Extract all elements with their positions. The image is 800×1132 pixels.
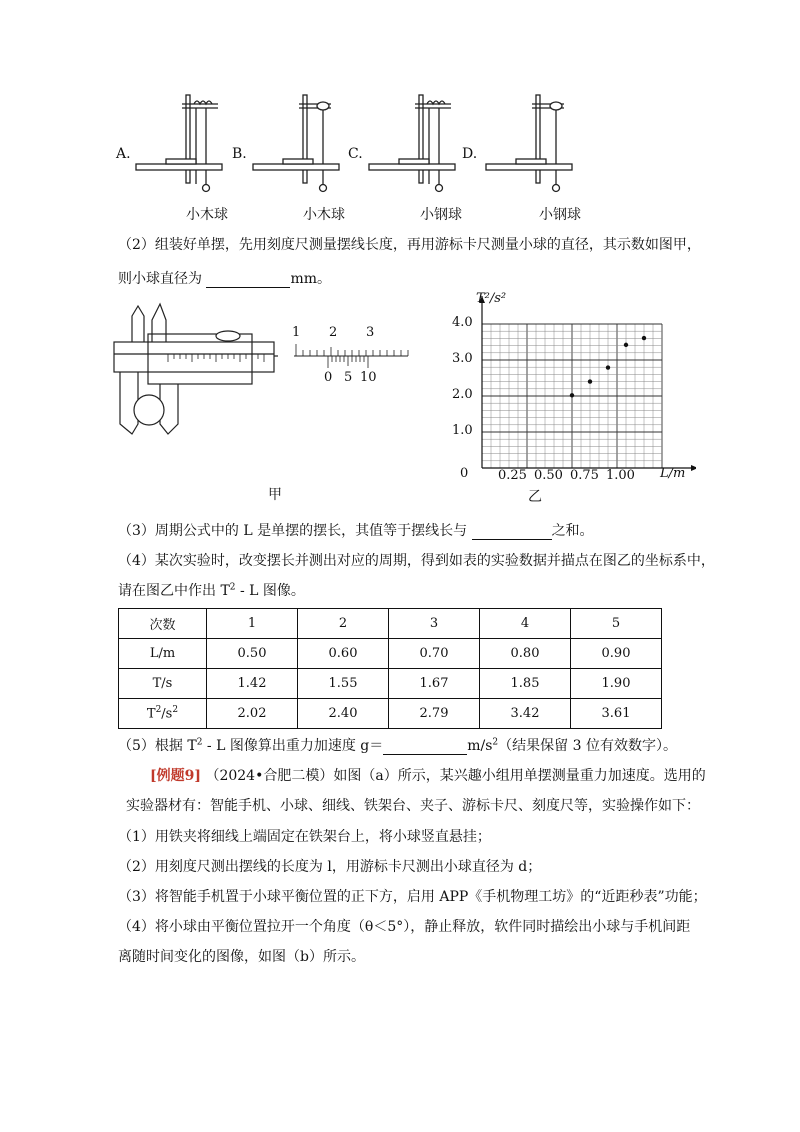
row-label: L/m [119,639,207,669]
option-c-ball: 小钢球 [420,207,462,223]
q2-line2 [118,268,331,288]
graph-ylabel: T²/s² [476,291,507,306]
example-tag: [例题9] [150,768,201,784]
data-point [606,365,610,369]
y-tick-2: 2.0 [452,387,473,402]
option-d-ball: 小钢球 [539,207,581,223]
row-label-t: T [146,706,156,722]
table-cell: 0.80 [480,639,571,669]
table-cell: 0.50 [207,639,298,669]
x-tick-050: 0.50 [534,468,563,483]
q5-sup1: 2 [196,737,203,748]
row-label: T/s [119,669,207,699]
example-step2: （2）用刻度尺测出摆线的长度为 l，用游标卡尺测出小球直径为 d； [118,859,542,875]
q4-suffix: - L 图像。 [235,583,305,599]
option-c-letter: C. [348,146,363,162]
q5-answer-blank[interactable] [383,738,467,755]
main-scale-label-1: 1 [292,325,301,340]
stand-b [253,95,339,192]
table-cell: 1.85 [480,669,571,699]
vernier-label-5: 5 [344,370,353,385]
q2-answer-blank[interactable] [206,271,290,288]
y-tick-3: 3.0 [452,351,473,366]
q2-suffix: mm。 [290,271,332,287]
caliper-drawing [108,298,428,498]
table-row [119,669,662,699]
data-point [624,343,628,347]
table-cell: 1.67 [389,669,480,699]
table-header-row [119,609,662,639]
table-cell: 1.55 [298,669,389,699]
q4-line1: （4）某次实验时，改变摆长并测出对应的周期，得到如表的实验数据并描点在图乙的坐标系中， [118,553,715,569]
table-cell: 0.70 [389,639,480,669]
y-tick-4: 4.0 [452,315,473,330]
y-tick-1: 1.0 [452,423,473,438]
table-cell: 3.61 [571,699,662,729]
q3-answer-blank[interactable] [472,523,552,540]
stand-c [369,95,455,192]
q3-prefix: （3）周期公式中的 L 是单摆的摆长，其值等于摆线长与 [118,523,472,539]
row-label-sup: 2 [155,705,162,716]
t2-l-graph [436,288,696,504]
caliper-figure [108,298,428,498]
table-header-cell: 1 [207,609,298,639]
q2-prefix: 则小球直径为 [118,271,207,287]
table-header-cell: 2 [298,609,389,639]
table-cell: 2.40 [298,699,389,729]
data-point [588,379,592,383]
vernier-label-10: 10 [360,370,377,385]
q3-suffix: 之和。 [551,523,594,539]
table-cell: 0.90 [571,639,662,669]
table-row [119,699,662,729]
row-label-tail: /s [161,706,173,722]
graph-caption: 乙 [528,489,542,505]
q4-sup: 2 [229,582,236,593]
q5-prefix: （5）根据 T [118,738,197,754]
graph-xlabel: L/m [660,466,686,481]
example-line1 [150,765,706,785]
table-cell: 2.02 [207,699,298,729]
q5-suffix: （结果保留 3 位有效数字）。 [498,738,677,754]
stand-d [486,95,572,192]
x-axis-arrow [691,465,696,471]
example-source: （2024•合肥二模） [205,768,334,784]
stand-a [136,95,222,192]
data-point [570,393,574,397]
q5-mid: - L 图像算出重力加速度 g＝ [202,738,384,754]
example-line1-rest: 如图（a）所示，某兴趣小组用单摆测量重力加速度。选用的 [333,768,706,784]
example-step1: （1）用铁夹将细线上端固定在铁架台上，将小球竖直悬挂； [118,829,491,845]
example-line2: 实验器材有：智能手机、小球、细线、铁架台、夹子、游标卡尺、刻度尺等，实验操作如下： [126,798,700,814]
row-label-sup2: 2 [172,705,179,716]
q5-unit: m/s [467,738,493,754]
example-step3: （3）将智能手机置于小球平衡位置的正下方，启用 APP《手机物理工坊》的“近距秒表”功能； [118,889,707,905]
option-d-letter: D. [462,146,478,162]
q3-line [118,520,594,540]
table-header-cell: 次数 [119,609,207,639]
data-point [642,336,646,340]
main-scale-label-3: 3 [366,325,375,340]
table-row [119,639,662,669]
option-a-letter: A. [116,146,131,162]
table-cell: 3.42 [480,699,571,729]
x-tick-075: 0.75 [570,468,599,483]
option-b-letter: B. [232,146,247,162]
option-b-ball: 小木球 [303,207,345,223]
option-a-ball: 小木球 [186,207,228,223]
apparatus-figure [110,92,610,227]
table-header-cell: 4 [480,609,571,639]
x-tick-100: 1.00 [606,468,635,483]
vernier-label-0: 0 [324,370,333,385]
main-scale-label-2: 2 [329,325,338,340]
q4-prefix: 请在图乙中作出 T [118,583,230,599]
example-step4-line1: （4）将小球由平衡位置拉开一个角度（θ＜5°），静止释放，软件同时描绘出小球与手机间距 [118,919,691,935]
data-table [118,608,662,729]
table-header-cell: 3 [389,609,480,639]
q5-sup2: 2 [492,737,499,748]
q2-line1: （2）组装好单摆，先用刻度尺测量摆线长度，再用游标卡尺测量小球的直径，其示数如图甲， [118,237,701,253]
q4-line2 [118,580,305,600]
scale-magnified [294,344,408,368]
q5-line [118,735,677,755]
table-cell: 1.42 [207,669,298,699]
table-cell: 2.79 [389,699,480,729]
caliper-caption: 甲 [268,487,282,503]
example-step4-line2: 离随时间变化的图像，如图（b）所示。 [118,949,365,965]
row-label [119,699,207,729]
table-cell: 1.90 [571,669,662,699]
x-tick-025: 0.25 [498,468,527,483]
table-header-cell: 5 [571,609,662,639]
graph-origin: 0 [460,466,469,481]
graph-figure [436,288,696,504]
table-cell: 0.60 [298,639,389,669]
